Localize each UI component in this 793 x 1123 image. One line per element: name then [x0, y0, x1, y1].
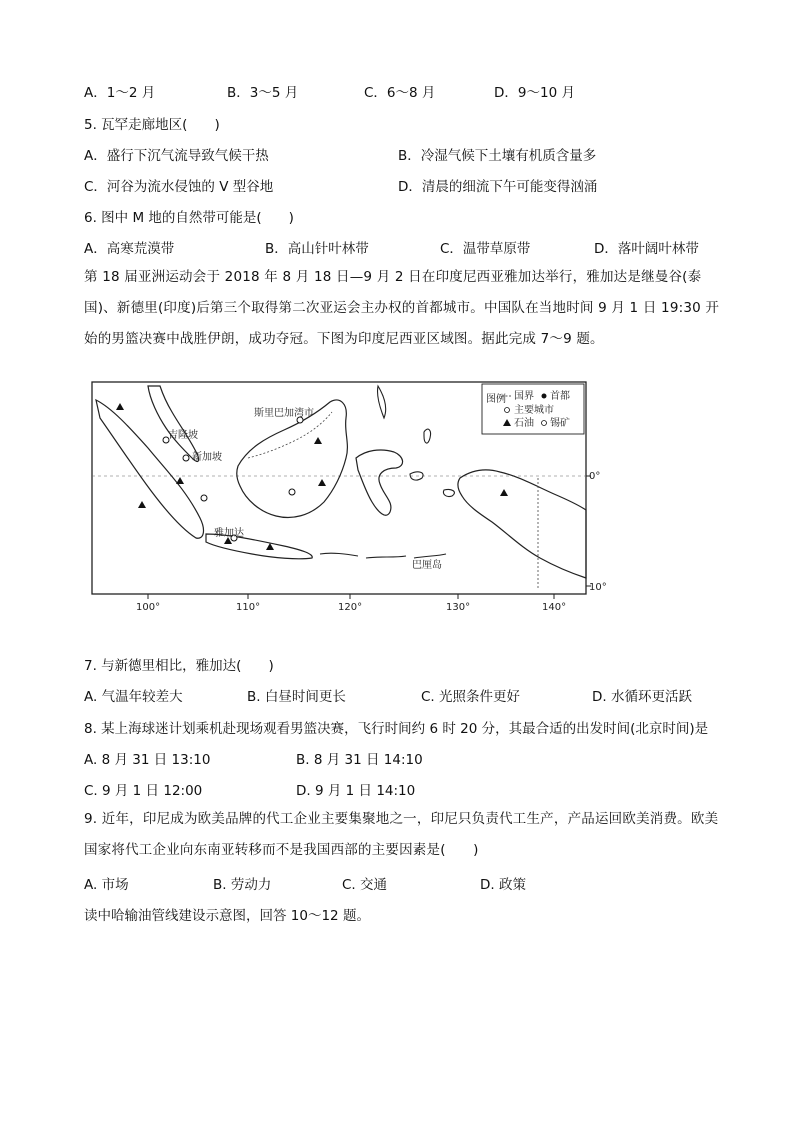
label-kuala-lumpur: 吉隆坡 — [168, 430, 198, 441]
q8-option-b: B. 8 月 31 日 14:10 — [296, 752, 423, 768]
q5-stem: 5. 瓦罕走廊地区( ) — [84, 117, 220, 133]
indonesia-map — [88, 378, 608, 614]
label-bali: 巴厘岛 — [412, 560, 442, 571]
tin-icon — [542, 421, 547, 426]
outro-text: 读中哈输油管线建设示意图，回答 10～12 题。 — [84, 908, 370, 924]
q6-option-b: B．高山针叶林带 — [265, 241, 369, 257]
q7-option-d: D. 水循环更活跃 — [592, 689, 692, 705]
lon-120: 120° — [338, 602, 363, 613]
q5-option-d: D．清晨的细流下午可能变得汹涌 — [398, 179, 598, 195]
map-svg — [88, 378, 608, 614]
legend-major-city: 主要城市 — [514, 405, 554, 416]
lon-130: 130° — [446, 602, 471, 613]
legend-title: 图例 — [486, 394, 506, 405]
q6-option-c: C．温带草原带 — [440, 241, 531, 257]
q7-option-c: C. 光照条件更好 — [421, 689, 521, 705]
q4-option-b: B．3～5 月 — [227, 85, 299, 101]
legend-capital: 首都 — [550, 391, 570, 402]
q6-option-d: D．落叶阔叶林带 — [594, 241, 699, 257]
q8-option-a: A. 8 月 31 日 13:10 — [84, 752, 211, 768]
lon-110: 110° — [236, 602, 261, 613]
q9-option-c: C. 交通 — [342, 877, 388, 893]
q5-option-b: B．冷湿气候下土壤有机质含量多 — [398, 148, 597, 164]
q6-option-a: A．高寒荒漠带 — [84, 241, 175, 257]
label-sri-begawan: 斯里巴加湾市 — [254, 408, 314, 419]
city-icon — [505, 408, 510, 413]
label-singapore: 新加坡 — [192, 452, 222, 463]
q4-option-d: D．9～10 月 — [494, 85, 575, 101]
lat-10: 10° — [589, 582, 607, 593]
q9-stem: 9. 近年，印尼成为欧美品牌的代工企业主要集聚地之一，印尼只负责代工生产，产品运回欧美消费。欧美国家将代工企业向东南亚转移而不是我国西部的主要因素是( ) — [84, 811, 719, 858]
label-jakarta: 雅加达 — [214, 528, 244, 539]
legend-tin: 锡矿 — [550, 418, 570, 429]
city-marker — [289, 489, 295, 495]
lat-0: 0° — [589, 471, 601, 482]
q8-option-d: D. 9 月 1 日 14:10 — [296, 783, 416, 799]
legend-border: 国界 — [514, 391, 534, 402]
q8-option-c: C. 9 月 1 日 12:00 — [84, 783, 203, 799]
intro-paragraph: 第 18 届亚洲运动会于 2018 年 8 月 18 日—9 月 2 日在印度尼西亚雅加达举行，雅加达是继曼谷(泰国)、新德里(印度)后第三个取得第二次亚运会主办权的首都城市。中国队在当地时间 9 月 1 日 19:30 开始的男篮决赛中战胜伊朗，成功夺冠。下图为印度尼西亚区域图。据此完成 7～9 题。 — [84, 269, 720, 347]
map-legend — [482, 384, 584, 434]
q5-option-a: A．盛行下沉气流导致气候干热 — [84, 148, 269, 164]
q6-stem: 6. 图中 M 地的自然带可能是( ) — [84, 210, 294, 226]
q7-option-a: A. 气温年较差大 — [84, 689, 183, 705]
q7-stem: 7. 与新德里相比，雅加达( ) — [84, 658, 274, 674]
singapore-marker — [183, 455, 189, 461]
q4-option-a: A．1～2 月 — [84, 85, 156, 101]
q9-option-b: B. 劳动力 — [213, 877, 272, 893]
q9-option-a: A. 市场 — [84, 877, 129, 893]
lon-100: 100° — [136, 602, 161, 613]
q8-stem: 8. 某上海球迷计划乘机赴现场观看男篮决赛，飞行时间约 6 时 20 分，其最合适的出发时间(北京时间)是 — [84, 721, 709, 737]
q7-option-b: B. 白昼时间更长 — [247, 689, 346, 705]
q5-option-c: C．河谷为流水侵蚀的 V 型谷地 — [84, 179, 274, 195]
lon-140: 140° — [542, 602, 567, 613]
capital-icon — [542, 394, 547, 399]
q4-option-c: C．6～8 月 — [364, 85, 436, 101]
legend-oil: 石油 — [514, 418, 534, 429]
q9-option-d: D. 政策 — [480, 877, 526, 893]
city-marker — [201, 495, 207, 501]
